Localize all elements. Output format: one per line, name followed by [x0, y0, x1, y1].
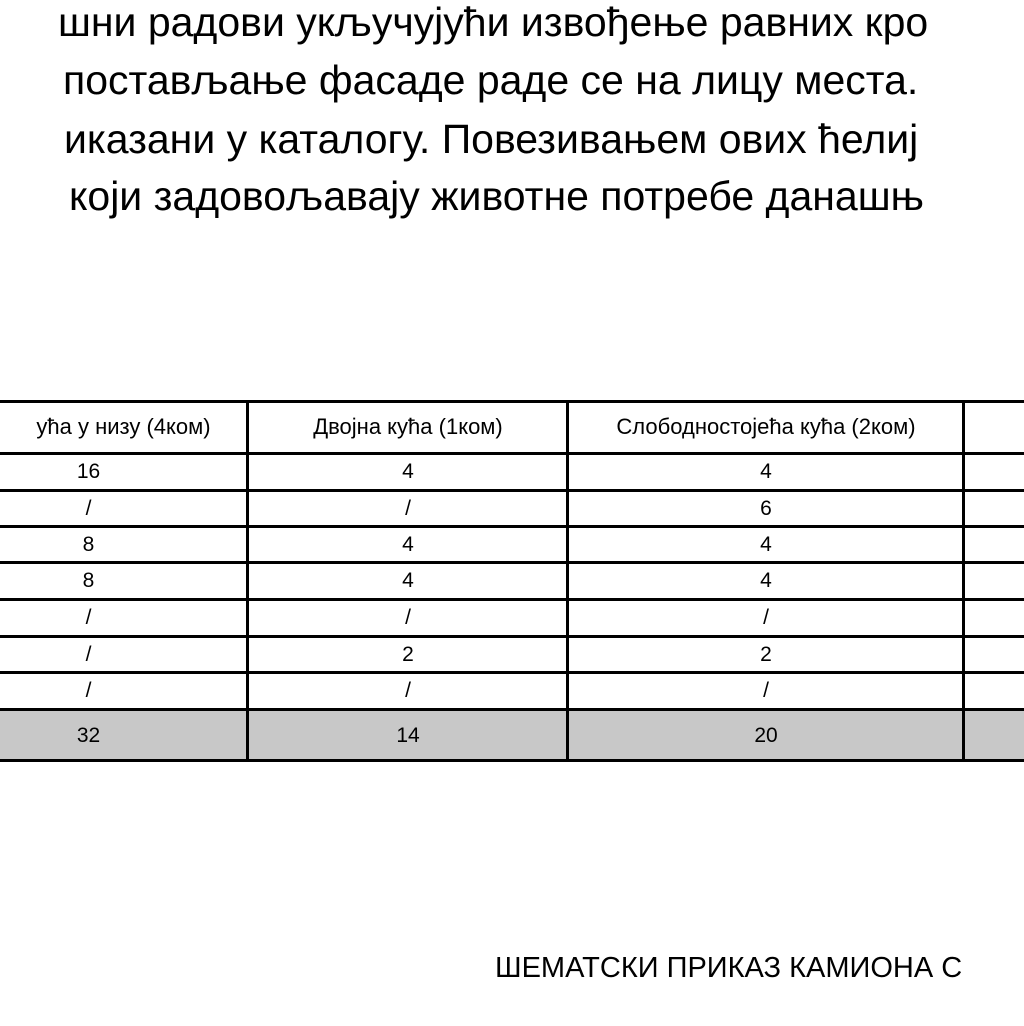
- header-cell-detached-house: Слободностојећа кућа (2ком): [616, 414, 916, 439]
- table-cell: /: [405, 496, 411, 520]
- table-cell: /: [405, 605, 411, 629]
- total-cell-duplex-house: 14: [396, 723, 420, 747]
- table-cell: /: [763, 605, 769, 629]
- total-cell-detached-house: 20: [754, 723, 778, 747]
- paragraph-line-2: постављање фасаде раде се на лицу места.: [63, 57, 919, 103]
- table-cell: 16: [76, 459, 101, 483]
- paragraph-line-4: који задовољавају животне потребе данашњ: [69, 173, 924, 219]
- table-cell: 8: [82, 532, 95, 556]
- table-cell: /: [85, 678, 92, 702]
- table-cell: /: [85, 496, 92, 520]
- table-cell: 6: [760, 496, 772, 520]
- schematic-caption: ШЕМАТСКИ ПРИКАЗ КАМИОНА С: [495, 952, 963, 984]
- table-cell: 4: [760, 568, 772, 592]
- table-cell: 2: [402, 642, 414, 666]
- header-cell-row-houses: ућа у низу (4ком): [36, 414, 211, 439]
- table-cell: 4: [402, 532, 414, 556]
- total-cell-row-houses: 32: [76, 723, 101, 747]
- table-cell: /: [85, 642, 92, 666]
- table-cell: /: [405, 678, 411, 702]
- table-cell: 8: [82, 568, 95, 592]
- paragraph-line-1: шни радови укључујући извођење равних кро: [58, 0, 929, 45]
- table-cell: /: [763, 678, 769, 702]
- table-cell: 4: [760, 459, 772, 483]
- header-cell-extra: [966, 402, 1024, 452]
- table-cell: 2: [760, 642, 772, 666]
- table-cell: 4: [402, 459, 414, 483]
- paragraph-line-3: иказани у каталогу. Повезивањем ових ћелиј: [64, 116, 919, 162]
- table-cell: 4: [760, 532, 772, 556]
- table-cell: 4: [402, 568, 414, 592]
- header-cell-duplex-house: Двојна кућа (1ком): [313, 414, 503, 439]
- table-cell: /: [85, 605, 92, 629]
